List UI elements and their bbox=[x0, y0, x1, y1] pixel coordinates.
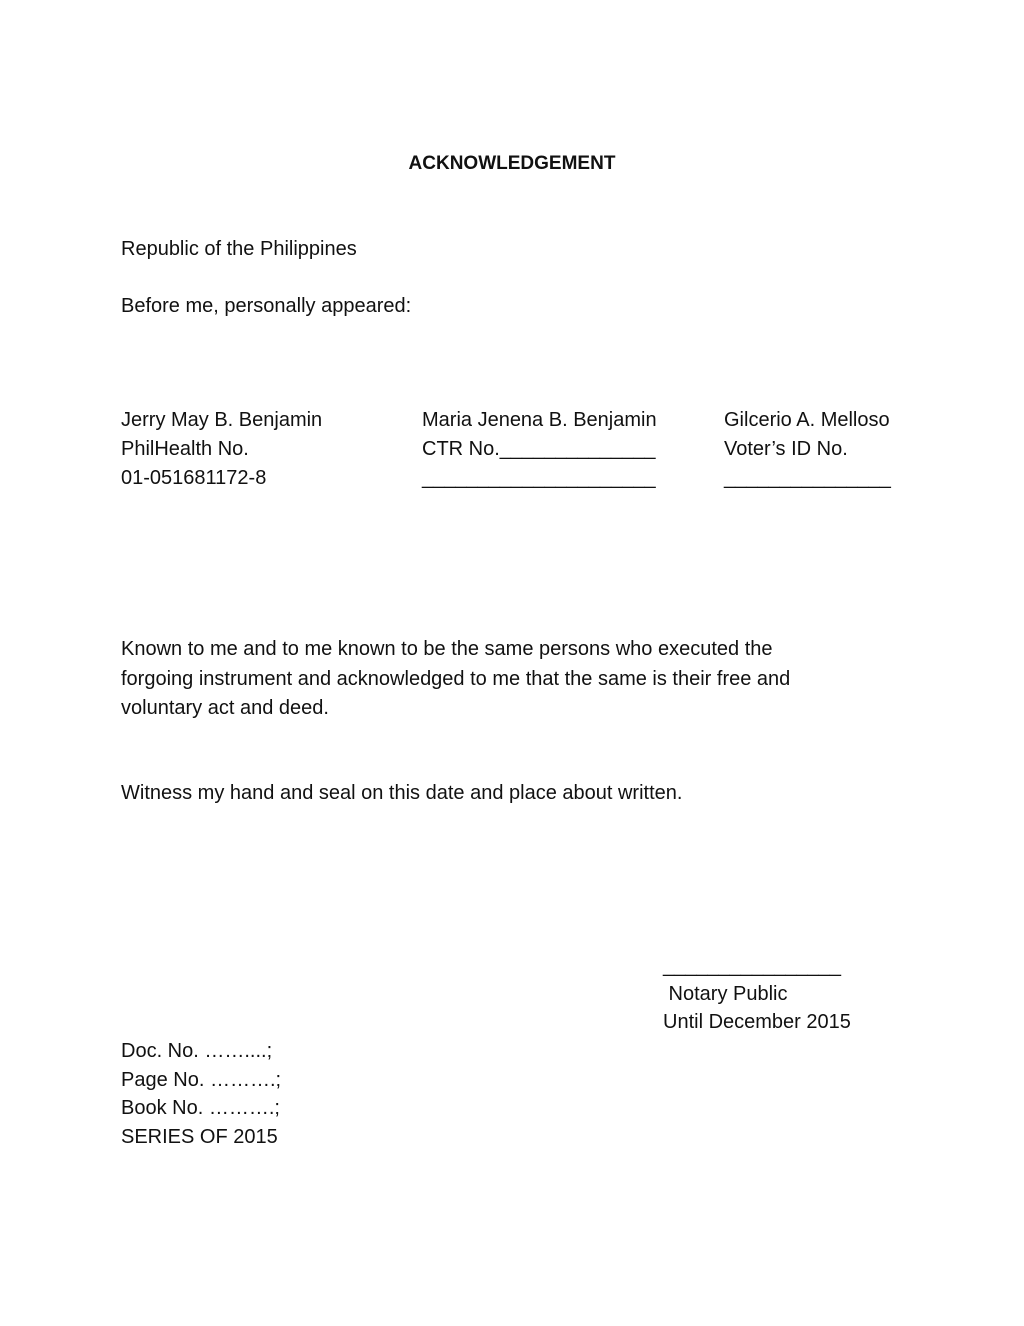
doc-no: Doc. No. ……....; bbox=[121, 1040, 273, 1062]
person-id-label: PhilHealth No. bbox=[121, 438, 249, 460]
body-paragraph: Known to me and to me known to be the same persons who executed the forgoing instrument and acknowledged to me that the same is their free and voluntary act and deed. bbox=[121, 638, 791, 719]
intro-text: Before me, personally appeared: bbox=[121, 295, 412, 317]
person-name: Jerry May B. Benjamin bbox=[121, 409, 323, 431]
notary-title: Notary Public bbox=[663, 983, 788, 1005]
witness-text: Witness my hand and seal on this date and place about written. bbox=[121, 782, 683, 804]
page-no: Page No. ……….; bbox=[121, 1069, 282, 1091]
person-id-value: _______________ bbox=[724, 467, 891, 489]
person-name: Gilcerio A. Melloso bbox=[724, 409, 890, 431]
person-id-label: Voter’s ID No. bbox=[724, 438, 848, 460]
notary-commission: Until December 2015 bbox=[663, 1011, 851, 1033]
series: SERIES OF 2015 bbox=[121, 1126, 278, 1148]
document-title: ACKNOWLEDGEMENT bbox=[408, 153, 616, 174]
person-id-label: CTR No.______________ bbox=[422, 438, 656, 460]
person-id-value: 01-051681172-8 bbox=[121, 467, 267, 489]
person-id-value: _____________________ bbox=[422, 467, 656, 489]
notary-signature-line: ________________ bbox=[663, 955, 841, 977]
book-no: Book No. ……….; bbox=[121, 1097, 280, 1119]
venue-text: Republic of the Philippines bbox=[121, 238, 357, 260]
person-name: Maria Jenena B. Benjamin bbox=[422, 409, 657, 431]
